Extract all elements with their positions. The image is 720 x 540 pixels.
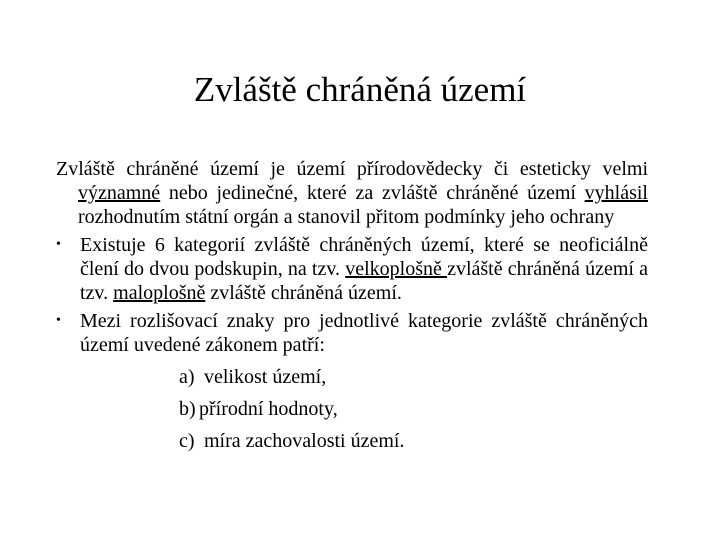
list-marker: a) xyxy=(179,366,195,388)
criteria-item-preservation xyxy=(179,425,648,457)
bullet-marker: • xyxy=(56,313,61,328)
underlined-word-maloplosne: maloplošně xyxy=(113,282,206,304)
definition-text-2: nebo jedinečné, které za zvláště chráněné území xyxy=(160,182,585,204)
slide-title: Zvláště chráněná území xyxy=(193,70,527,109)
bullet-categories-text-2: zvláště chráněná území a tzv. xyxy=(80,258,649,304)
bullet-categories xyxy=(56,233,648,305)
bullet-categories-text-3: zvláště chráněná území. xyxy=(205,282,402,304)
list-marker: b) xyxy=(179,398,196,420)
bullet-criteria-text: Mezi rozlišovací znaky pro jednotlivé kategorie zvláště chráněných území uvedené zákonem patří: xyxy=(80,310,648,356)
bullet-marker: • xyxy=(56,237,61,252)
bullet-categories-text-1: Existuje 6 kategorií zvláště chráněných území, které se neoficiálně člení do dvou podskupin, na tzv. xyxy=(80,234,648,280)
list-marker: c) xyxy=(179,430,195,452)
underlined-word-vyznamne: významné xyxy=(78,182,161,204)
underlined-word-vyhlasil: vyhlásil xyxy=(584,182,648,204)
definition-paragraph xyxy=(56,157,648,229)
underlined-word-velkoplosne: velkoplošně xyxy=(345,258,448,280)
bullet-criteria xyxy=(56,309,648,357)
definition-text-1: je území přírodovědecky či esteticky velmi xyxy=(258,158,649,180)
criteria-item-natural-values xyxy=(179,393,648,425)
criteria-item-text: velikost území, xyxy=(204,366,327,388)
criteria-item-size xyxy=(179,361,648,393)
criteria-item-text: přírodní hodnoty, xyxy=(199,398,338,420)
definition-text-3: rozhodnutím státní orgán a stanovil přitom podmínky jeho ochrany xyxy=(78,206,615,228)
defined-term: Zvláště chráněné území xyxy=(56,158,259,180)
slide-content xyxy=(56,157,648,457)
criteria-item-text: míra zachovalosti území. xyxy=(204,430,405,452)
criteria-list xyxy=(56,361,648,457)
